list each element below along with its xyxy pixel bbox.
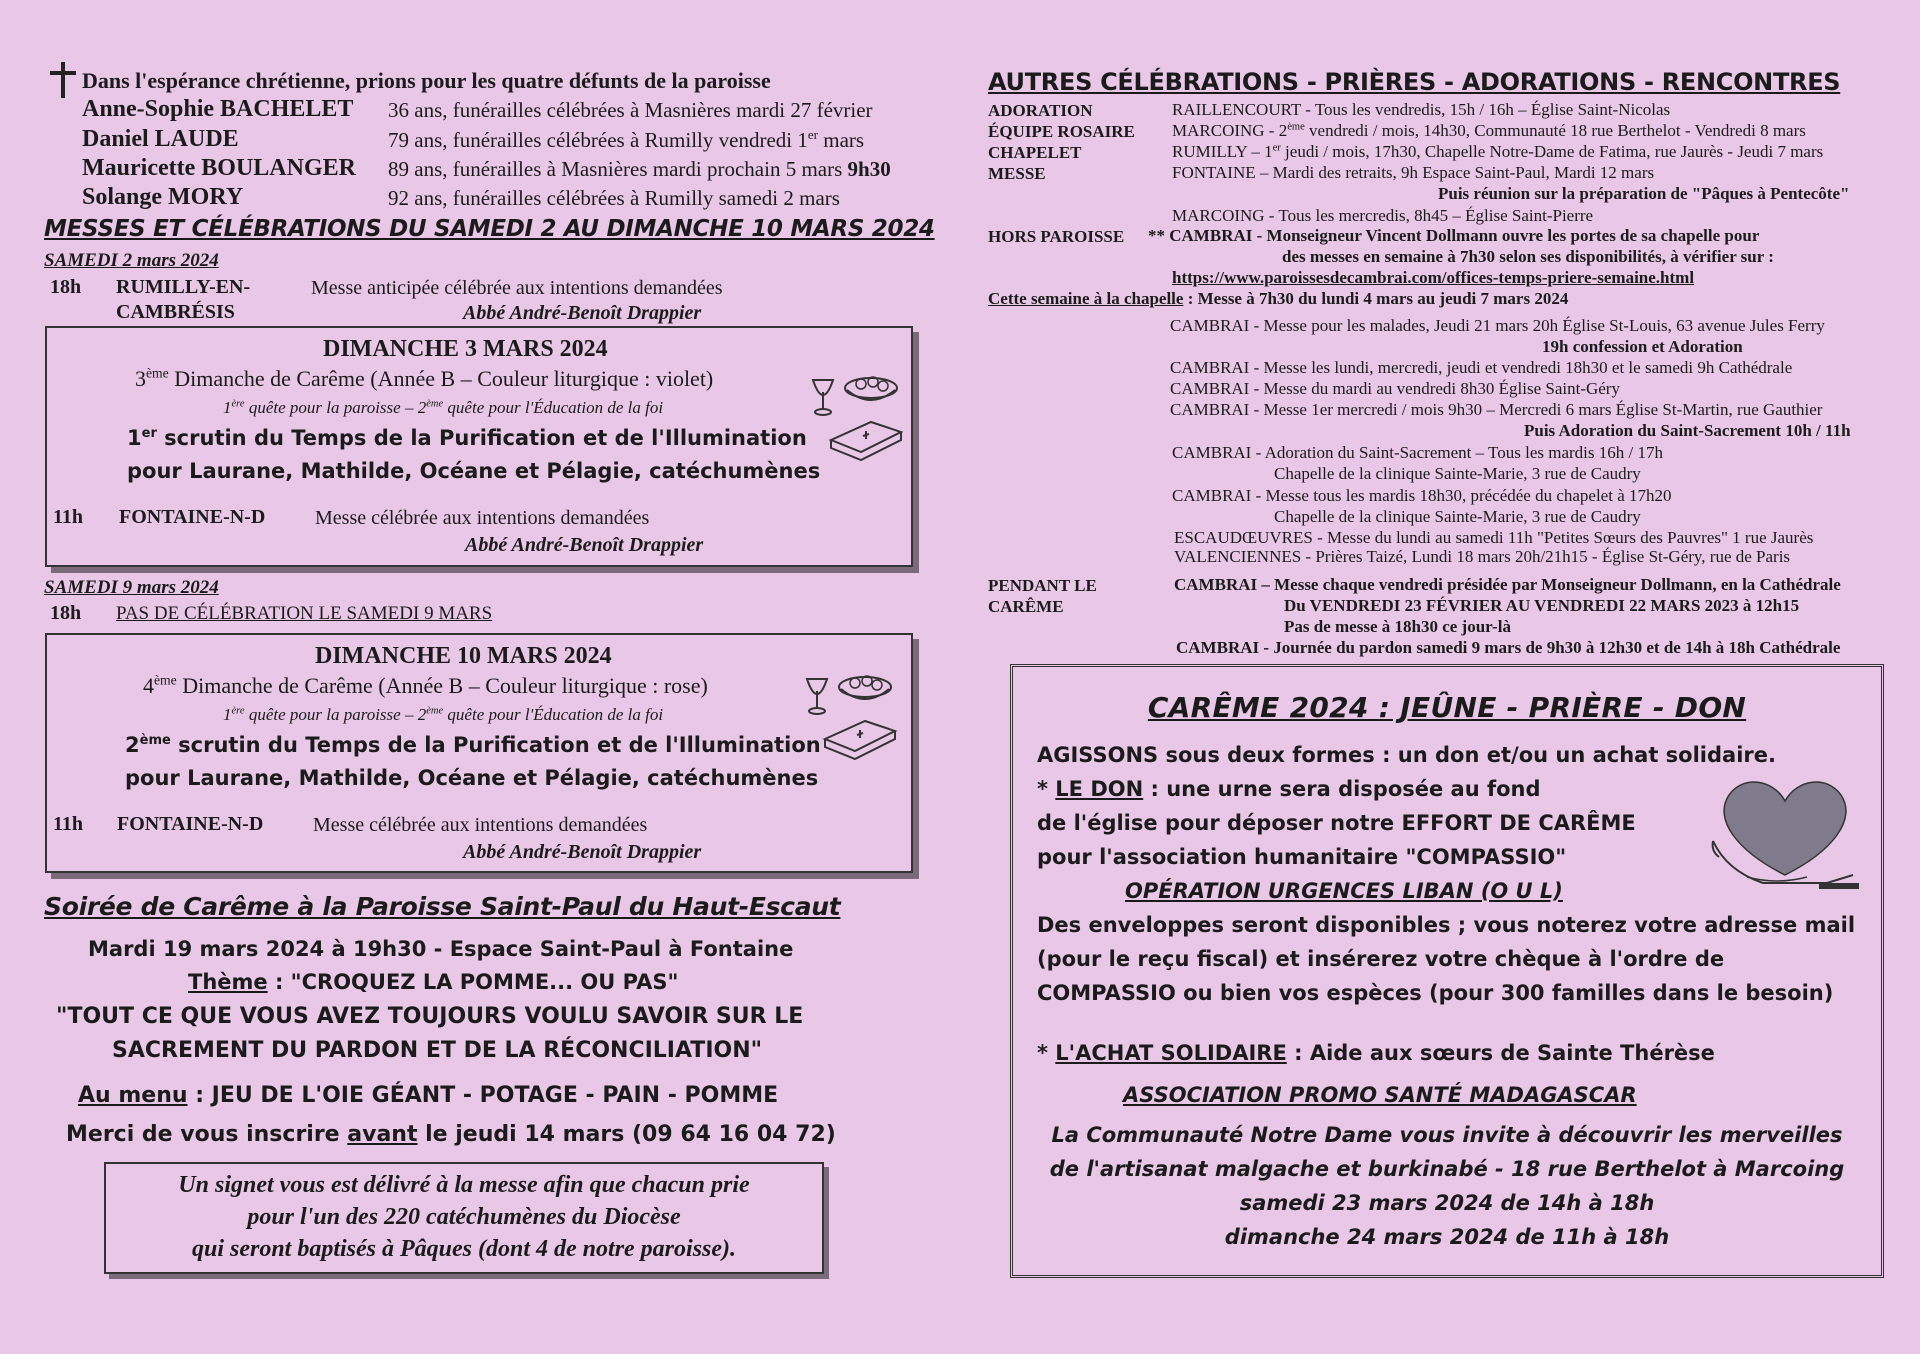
chalice-bread-icon: [805, 370, 905, 470]
cambrai-item: CAMBRAI - Messe pour les malades, Jeudi 21 mars 20h Église St-Louis, 63 avenue Jules Ferry: [1170, 316, 1825, 335]
careme-assoc: ASSOCIATION PROMO SANTÉ MADAGASCAR: [1123, 1083, 1637, 1107]
careme-title: CARÊME 2024 : JEÛNE - PRIÈRE - DON: [1147, 691, 1747, 724]
deceased-detail: 79 ans, funérailles célébrées à Rumilly vendredi 1er mars: [388, 127, 865, 152]
careme-line: de l'artisanat malgache et burkinabé - 18 rue Berthelot à Marcoing: [1049, 1157, 1845, 1181]
cambrai-item: VALENCIENNES - Prières Taizé, Lundi 18 mars 20h/21h15 - Église St-Géry, rue de Paris: [1174, 547, 1791, 566]
scrutin-line: 1er scrutin du Temps de la Purification et de l'Illumination: [127, 426, 807, 450]
soiree-date: Mardi 19 mars 2024 à 19h30 - Espace Saint-Paul à Fontaine: [88, 937, 794, 961]
activity-label: PENDANT LE: [988, 576, 1097, 595]
saturday-date: SAMEDI 9 mars 2024: [44, 577, 219, 598]
soiree-line: "TOUT CE QUE VOUS AVEZ TOUJOURS VOULU SAVOIR SUR LE: [56, 1004, 804, 1029]
mass-priest: Abbé André-Benoît Drappier: [463, 302, 702, 324]
soiree-menu: Au menu : JEU DE L'OIE GÉANT - POTAGE - PAIN - POMME: [78, 1083, 779, 1108]
careme-don: * LE DON : une urne sera disposée au fond: [1037, 777, 1541, 801]
careme-line: COMPASSIO ou bien vos espèces (pour 300 familles dans le besoin): [1037, 981, 1834, 1005]
activity-text: ** CAMBRAI - Monseigneur Vincent Dollmann ouvre les portes de sa chapelle pour: [1148, 226, 1760, 245]
sunday-title: DIMANCHE 3 MARS 2024: [323, 336, 608, 362]
cambrai-item: Chapelle de la clinique Sainte-Marie, 3 rue de Caudry: [1274, 507, 1641, 526]
quete-note: 1ère quête pour la paroisse – 2ème quête pour l'Éducation de la foi: [223, 398, 664, 417]
careme-line: samedi 23 mars 2024 de 14h à 18h: [1239, 1191, 1655, 1215]
careme-line: de l'église pour déposer notre EFFORT DE CARÊME: [1037, 811, 1636, 835]
mass-time: 11h: [53, 813, 84, 835]
mass-place: FONTAINE-N-D: [117, 813, 264, 835]
careme-oul: OPÉRATION URGENCES LIBAN (O U L): [1125, 879, 1563, 903]
cambrai-item: Puis Adoration du Saint-Sacrement 10h / 11h: [1524, 421, 1851, 440]
no-celebration-note: PAS DE CÉLÉBRATION LE SAMEDI 9 MARS: [116, 603, 493, 624]
activity-label: ADORATION: [988, 101, 1093, 120]
deceased-name: Anne-Sophie BACHELET: [82, 96, 354, 122]
careme-line: AGISSONS sous deux formes : un don et/ou un achat solidaire.: [1037, 743, 1776, 767]
mass-time: 18h: [50, 602, 82, 624]
mass-priest: Abbé André-Benoît Drappier: [463, 841, 702, 863]
masses-heading: MESSES ET CÉLÉBRATIONS DU SAMEDI 2 AU DIMANCHE 10 MARS 2024: [44, 216, 935, 242]
activity-text: CAMBRAI – Messe chaque vendredi présidée par Monseigneur Dollmann, en la Cathédrale: [1174, 575, 1841, 594]
activity-text: Puis réunion sur la préparation de "Pâques à Pentecôte": [1438, 184, 1850, 203]
soiree-title: Soirée de Carême à la Paroisse Saint-Paul du Haut-Escaut: [44, 892, 841, 921]
activity-text: FONTAINE – Mardi des retraits, 9h Espace Saint-Paul, Mardi 12 mars: [1172, 163, 1655, 182]
sunday-title: DIMANCHE 10 MARS 2024: [315, 643, 612, 669]
cambrai-item: CAMBRAI - Messe 1er mercredi / mois 9h30 – Mercredi 6 mars Église St-Martin, rue Gauthier: [1170, 400, 1823, 419]
activity-text: MARCOING - Tous les mercredis, 8h45 – Église Saint-Pierre: [1172, 206, 1594, 225]
careme-line: (pour le reçu fiscal) et insérerez votre chèque à l'ordre de: [1037, 947, 1725, 971]
careme-line: pour l'association humanitaire "COMPASSIO": [1037, 845, 1567, 869]
sunday-subtitle: 3ème Dimanche de Carême (Année B – Couleur liturgique : violet): [135, 365, 714, 391]
mass-place: RUMILLY-EN-: [116, 276, 251, 298]
signet-line: Un signet vous est délivré à la messe afin que chacun prie: [178, 1172, 750, 1198]
activity-label: HORS PAROISSE: [988, 227, 1125, 246]
deceased-detail: 92 ans, funérailles célébrées à Rumilly samedi 2 mars: [388, 186, 840, 210]
activity-text: MARCOING - 2ème vendredi / mois, 14h30, Communauté 18 rue Berthelot - Vendredi 8 mars: [1172, 121, 1806, 140]
mass-desc: Messe célébrée aux intentions demandées: [313, 814, 648, 836]
activity-text: CAMBRAI - Journée du pardon samedi 9 mars de 9h30 à 12h30 et de 14h à 18h Cathédrale: [1176, 638, 1841, 657]
cross-icon: [48, 62, 78, 98]
mass-desc: Messe anticipée célébrée aux intentions demandées: [311, 277, 723, 299]
signet-box: [104, 1162, 824, 1274]
cambrai-item: ESCAUDŒUVRES - Messe du lundi au samedi 11h "Petites Sœurs des Pauvres" 1 rue Jaurès: [1174, 528, 1814, 547]
soiree-register: Merci de vous inscrire avant le jeudi 14 mars (09 64 16 04 72): [66, 1122, 836, 1147]
sunday-box: [45, 633, 913, 873]
cambrai-item: 19h confession et Adoration: [1542, 337, 1743, 356]
saturday-date: SAMEDI 2 mars 2024: [44, 250, 219, 271]
mass-place: FONTAINE-N-D: [119, 506, 266, 528]
careme-line: La Communauté Notre Dame vous invite à découvrir les merveilles: [1051, 1123, 1843, 1147]
chapel-link[interactable]: https://www.paroissesdecambrai.com/offices-temps-priere-semaine.html: [1172, 268, 1695, 287]
soiree-line: SACREMENT DU PARDON ET DE LA RÉCONCILIATION": [112, 1038, 763, 1063]
scrutin-line: 2ème scrutin du Temps de la Purification et de l'Illumination: [125, 733, 821, 757]
activity-label: CARÊME: [988, 597, 1064, 616]
sunday-subtitle: 4ème Dimanche de Carême (Année B – Couleur liturgique : rose): [143, 672, 708, 698]
quete-note: 1ère quête pour la paroisse – 2ème quête pour l'Éducation de la foi: [223, 705, 664, 724]
deceased-detail: 89 ans, funérailles à Masnières mardi prochain 5 mars 9h30: [388, 157, 891, 181]
heart-hand-icon: [1707, 771, 1863, 901]
cambrai-item: CAMBRAI - Adoration du Saint-Sacrement – Tous les mardis 16h / 17h: [1172, 443, 1663, 462]
deceased-name: Mauricette BOULANGER: [82, 155, 356, 181]
careme-line: Des enveloppes seront disponibles ; vous noterez votre adresse mail: [1037, 913, 1856, 937]
deceased-intro: Dans l'espérance chrétienne, prions pour les quatre défunts de la paroisse: [82, 68, 771, 93]
careme-achat: * L'ACHAT SOLIDAIRE : Aide aux sœurs de Sainte Thérèse: [1037, 1041, 1715, 1065]
cambrai-item: CAMBRAI - Messe les lundi, mercredi, jeudi et vendredi 18h30 et le samedi 9h Cathédrale: [1170, 358, 1793, 377]
mass-priest: Abbé André-Benoît Drappier: [465, 534, 704, 556]
mass-time: 11h: [53, 506, 84, 528]
activity-text: Pas de messe à 18h30 ce jour-là: [1284, 617, 1511, 636]
cambrai-item: CAMBRAI - Messe tous les mardis 18h30, précédée du chapelet à 17h20: [1172, 486, 1672, 505]
cambrai-item: CAMBRAI - Messe du mardi au vendredi 8h30 Église Saint-Géry: [1170, 379, 1620, 398]
sunday-box: [45, 326, 913, 567]
deceased-detail: 36 ans, funérailles célébrées à Masnières mardi 27 février: [388, 98, 873, 122]
scrutin-line: pour Laurane, Mathilde, Océane et Pélagie, catéchumènes: [127, 459, 821, 483]
activity-label: MESSE: [988, 164, 1046, 183]
signet-line: qui seront baptisés à Pâques (dont 4 de notre paroisse).: [191, 1236, 737, 1262]
activity-text: Du VENDREDI 23 FÉVRIER AU VENDREDI 22 MARS 2023 à 12h15: [1284, 596, 1800, 615]
activity-label: CHAPELET: [988, 143, 1082, 162]
signet-line: pour l'un des 220 catéchumènes du Diocèse: [247, 1204, 681, 1230]
chapel-week: Cette semaine à la chapelle : Messe à 7h30 du lundi 4 mars au jeudi 7 mars 2024: [988, 289, 1569, 308]
mass-place: CAMBRÉSIS: [116, 301, 235, 323]
activity-text: des messes en semaine à 7h30 selon ses disponibilités, à vérifier sur :: [1282, 247, 1774, 266]
activity-text: RUMILLY – 1er jeudi / mois, 17h30, Chapelle Notre-Dame de Fatima, rue Jaurès - Jeudi 7 mars: [1172, 142, 1824, 161]
autres-heading: AUTRES CÉLÉBRATIONS - PRIÈRES - ADORATIONS - RENCONTRES: [988, 68, 1841, 96]
chalice-bread-icon: [799, 669, 899, 769]
activity-label: ÉQUIPE ROSAIRE: [988, 122, 1135, 141]
cambrai-item: Chapelle de la clinique Sainte-Marie, 3 rue de Caudry: [1274, 464, 1641, 483]
deceased-name: Daniel LAUDE: [82, 126, 239, 152]
soiree-theme: Thème : "CROQUEZ LA POMME... OU PAS": [188, 970, 679, 994]
activity-text: RAILLENCOURT - Tous les vendredis, 15h / 16h – Église Saint-Nicolas: [1172, 100, 1671, 119]
mass-desc: Messe célébrée aux intentions demandées: [315, 507, 650, 529]
mass-time: 18h: [50, 276, 82, 298]
deceased-name: Solange MORY: [82, 184, 244, 210]
careme-box: [1010, 664, 1884, 1278]
careme-line: dimanche 24 mars 2024 de 11h à 18h: [1224, 1225, 1670, 1249]
scrutin-line: pour Laurane, Mathilde, Océane et Pélagie, catéchumènes: [125, 766, 819, 790]
